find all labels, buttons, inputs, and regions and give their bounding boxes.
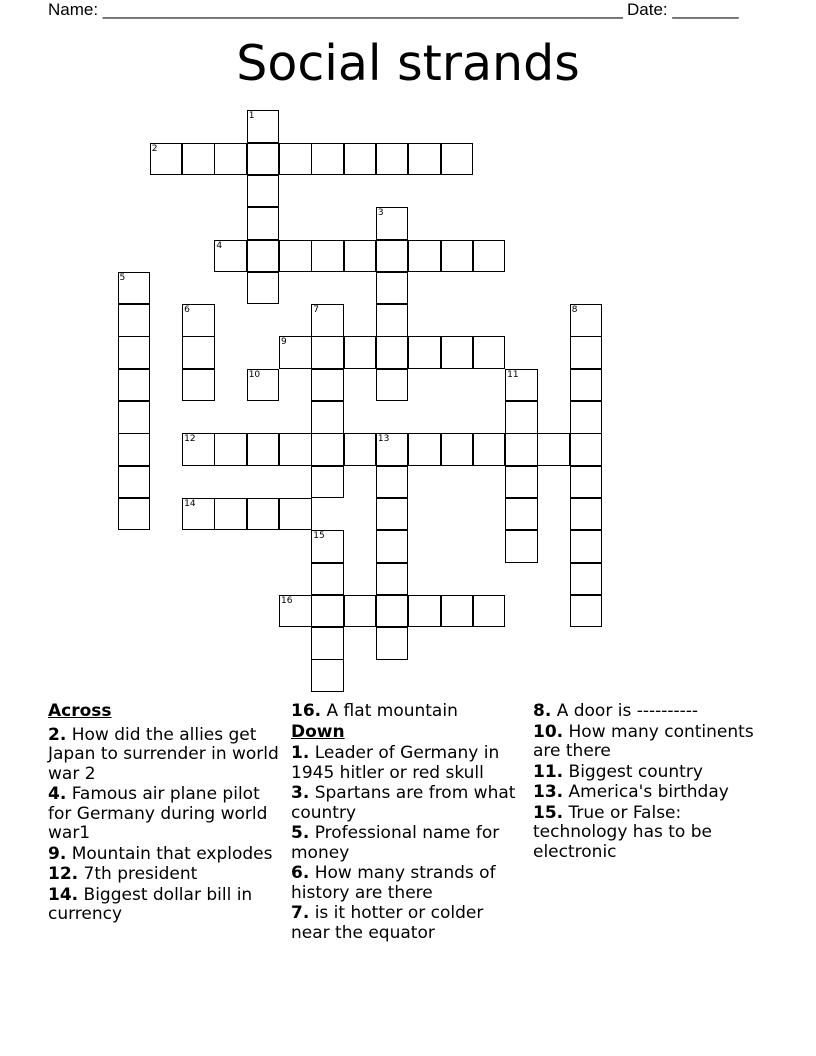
grid-cell[interactable] — [311, 595, 344, 628]
grid-cell[interactable] — [570, 498, 603, 531]
grid-cell[interactable] — [376, 433, 409, 466]
grid-cell[interactable] — [247, 110, 280, 143]
grid-cell[interactable] — [311, 369, 344, 402]
grid-cell[interactable] — [344, 240, 377, 273]
grid-cell[interactable] — [118, 304, 151, 337]
clue-item-text: Professional name for money — [291, 823, 500, 863]
grid-cell[interactable] — [570, 336, 603, 369]
clue-item-text: How did the allies get Japan to surrender in world war 2 — [48, 724, 279, 784]
clue-number: 3 — [377, 208, 384, 219]
across-heading: Across — [48, 701, 112, 721]
grid-cell[interactable] — [118, 401, 151, 434]
grid-cell[interactable] — [247, 433, 280, 466]
grid-cell[interactable] — [376, 530, 409, 563]
grid-cell[interactable] — [182, 336, 215, 369]
grid-cell[interactable] — [118, 433, 151, 466]
grid-cell[interactable] — [118, 466, 151, 499]
grid-cell[interactable] — [214, 143, 247, 176]
grid-cell[interactable] — [408, 433, 441, 466]
grid-cell[interactable] — [182, 304, 215, 337]
clue-item-text: Famous air plane pilot for Germany during world war1 — [48, 784, 268, 843]
clue-item-number: 11. — [533, 761, 564, 782]
grid-cell[interactable] — [570, 369, 603, 402]
clue-item — [48, 785, 280, 844]
clue-item-text: Mountain that explodes — [66, 843, 273, 864]
grid-cell[interactable] — [505, 401, 538, 434]
clue-item-number: 10. — [533, 721, 564, 742]
page-title: Social strands — [236, 35, 580, 92]
clue-item — [533, 723, 773, 762]
grid-cell[interactable] — [344, 143, 377, 176]
grid-cell[interactable] — [279, 240, 312, 273]
grid-cell[interactable] — [570, 401, 603, 434]
clue-item-number: 7. — [291, 903, 310, 923]
grid-cell[interactable] — [311, 659, 344, 692]
clue-number: 2 — [151, 143, 158, 154]
grid-cell[interactable] — [473, 240, 506, 273]
clues-column-1 — [48, 702, 280, 926]
grid-cell[interactable] — [441, 143, 474, 176]
grid-cell[interactable] — [376, 272, 409, 305]
grid-cell[interactable] — [505, 466, 538, 499]
grid-cell[interactable] — [311, 304, 344, 337]
grid-cell[interactable] — [473, 336, 506, 369]
grid-cell[interactable] — [376, 563, 409, 596]
grid-cell[interactable] — [311, 627, 344, 660]
grid-cell[interactable] — [376, 143, 409, 176]
clue-item — [291, 702, 523, 722]
grid-cell[interactable] — [150, 143, 183, 176]
grid-cell[interactable] — [247, 369, 280, 402]
clue-number: 5 — [119, 272, 126, 283]
clue-item — [291, 904, 523, 943]
grid-cell[interactable] — [118, 272, 151, 305]
grid-cell[interactable] — [279, 433, 312, 466]
grid-cell[interactable] — [279, 595, 312, 628]
clue-number: 15 — [313, 531, 325, 542]
grid-cell[interactable] — [247, 498, 280, 531]
grid-cell[interactable] — [505, 433, 538, 466]
clue-item — [533, 702, 773, 722]
clue-item-number: 5. — [291, 823, 310, 843]
clue-item-number: 15. — [533, 802, 564, 823]
clue-item-number: 16. — [291, 701, 322, 721]
clue-item — [291, 864, 523, 903]
grid-cell[interactable] — [408, 595, 441, 628]
clue-item-text: 7th president — [78, 864, 198, 884]
clue-item-number: 13. — [533, 782, 564, 802]
clue-number: 6 — [184, 305, 190, 316]
clue-number: 13 — [377, 434, 390, 445]
clue-item — [533, 783, 773, 803]
grid-cell[interactable] — [247, 175, 280, 208]
clue-item-number: 9. — [48, 843, 67, 864]
clue-item-text: Biggest dollar bill in currency — [48, 884, 253, 924]
grid-cell[interactable] — [311, 143, 344, 176]
grid-cell[interactable] — [311, 466, 344, 499]
grid-cell[interactable] — [408, 240, 441, 273]
clue-item — [48, 865, 280, 885]
clue-number: 12 — [184, 434, 196, 445]
clue-item-number: 2. — [48, 724, 67, 745]
grid-cell[interactable] — [279, 143, 312, 176]
grid-cell[interactable] — [505, 530, 538, 563]
down-heading: Down — [291, 721, 345, 742]
clue-item-number: 1. — [291, 743, 310, 763]
clue-item — [48, 726, 280, 785]
grid-cell[interactable] — [408, 336, 441, 369]
grid-cell[interactable] — [214, 433, 247, 466]
grid-cell[interactable] — [570, 304, 603, 337]
name-field-label: Name: _______________________________________________________ — [48, 0, 623, 19]
clue-item-number: 4. — [48, 784, 67, 804]
clue-item — [291, 744, 523, 783]
grid-cell[interactable] — [537, 433, 570, 466]
clue-item — [291, 784, 523, 823]
clues-column-2 — [291, 702, 523, 944]
clue-number: 8 — [571, 305, 578, 316]
grid-cell[interactable] — [247, 207, 280, 240]
clue-item — [48, 845, 280, 865]
grid-cell[interactable] — [182, 498, 215, 531]
clue-item — [533, 804, 773, 863]
grid-cell[interactable] — [376, 369, 409, 402]
grid-cell[interactable] — [376, 240, 409, 273]
date-field-label: Date: _______ — [627, 0, 739, 19]
clue-item-text: America's birthday — [563, 782, 729, 802]
clue-item — [291, 824, 523, 863]
grid-cell[interactable] — [376, 466, 409, 499]
grid-cell[interactable] — [182, 433, 215, 466]
grid-cell[interactable] — [505, 498, 538, 531]
grid-cell[interactable] — [344, 433, 377, 466]
grid-cell[interactable] — [182, 369, 215, 402]
grid-cell[interactable] — [376, 336, 409, 369]
clue-number: 10 — [248, 369, 261, 380]
grid-cell[interactable] — [247, 240, 280, 273]
clue-item-number: 3. — [291, 783, 310, 803]
clue-item-number: 6. — [291, 863, 310, 883]
grid-cell[interactable] — [247, 272, 280, 305]
grid-cell[interactable] — [570, 466, 603, 499]
grid-cell[interactable] — [570, 530, 603, 563]
grid-cell[interactable] — [118, 369, 151, 402]
grid-cell[interactable] — [505, 369, 538, 402]
clue-item-text: Spartans are from what country — [291, 783, 516, 823]
clue-item-number: 14. — [48, 884, 79, 905]
grid-cell[interactable] — [376, 498, 409, 531]
clue-number: 4 — [216, 240, 223, 251]
clue-item-number: 8. — [533, 701, 552, 721]
clue-number: 1 — [248, 111, 255, 122]
grid-cell[interactable] — [214, 240, 247, 273]
grid-cell[interactable] — [118, 336, 151, 369]
grid-cell[interactable] — [311, 336, 344, 369]
grid-cell[interactable] — [279, 498, 312, 531]
clue-item-text: How many continents are there — [533, 721, 754, 761]
grid-cell[interactable] — [311, 401, 344, 434]
grid-cell[interactable] — [311, 563, 344, 596]
clue-item — [533, 763, 773, 783]
clue-item-number: 12. — [48, 864, 79, 884]
grid-cell[interactable] — [473, 595, 506, 628]
grid-cell[interactable] — [441, 336, 474, 369]
clue-item-text: True or False: technology has to be electronic — [533, 802, 712, 862]
grid-cell[interactable] — [441, 595, 474, 628]
clue-item-text: A flat mountain — [321, 701, 458, 721]
clue-number: 9 — [281, 337, 287, 348]
grid-cell[interactable] — [376, 627, 409, 660]
grid-cell[interactable] — [570, 595, 603, 628]
clue-item-text: is it hotter or colder near the equator — [291, 903, 484, 943]
clue-number: 7 — [313, 305, 320, 316]
clue-number: 16 — [281, 595, 293, 606]
grid-cell[interactable] — [570, 433, 603, 466]
grid-cell[interactable] — [376, 207, 409, 240]
grid-cell[interactable] — [408, 143, 441, 176]
grid-cell[interactable] — [376, 595, 409, 628]
grid-cell[interactable] — [311, 433, 344, 466]
clue-item-text: A door is ---------- — [551, 701, 699, 721]
clue-item — [48, 886, 280, 925]
clue-item-text: Biggest country — [563, 761, 703, 782]
grid-cell[interactable] — [247, 143, 280, 176]
grid-cell[interactable] — [473, 433, 506, 466]
grid-cell[interactable] — [214, 498, 247, 531]
clue-item-text: Leader of Germany in 1945 hitler or red skull — [291, 743, 500, 783]
grid-cell[interactable] — [376, 304, 409, 337]
grid-cell[interactable] — [570, 563, 603, 596]
clue-item-text: How many strands of history are there — [291, 863, 496, 903]
grid-cell[interactable] — [441, 240, 474, 273]
grid-cell[interactable] — [344, 336, 377, 369]
grid-cell[interactable] — [311, 240, 344, 273]
clue-number: 14 — [184, 498, 196, 509]
grid-cell[interactable] — [441, 433, 474, 466]
grid-cell[interactable] — [279, 336, 312, 369]
grid-cell[interactable] — [118, 498, 151, 531]
grid-cell[interactable] — [344, 595, 377, 628]
grid-cell[interactable] — [311, 530, 344, 563]
clues-column-3 — [533, 702, 773, 863]
grid-cell[interactable] — [182, 143, 215, 176]
clue-number: 11 — [507, 369, 519, 380]
